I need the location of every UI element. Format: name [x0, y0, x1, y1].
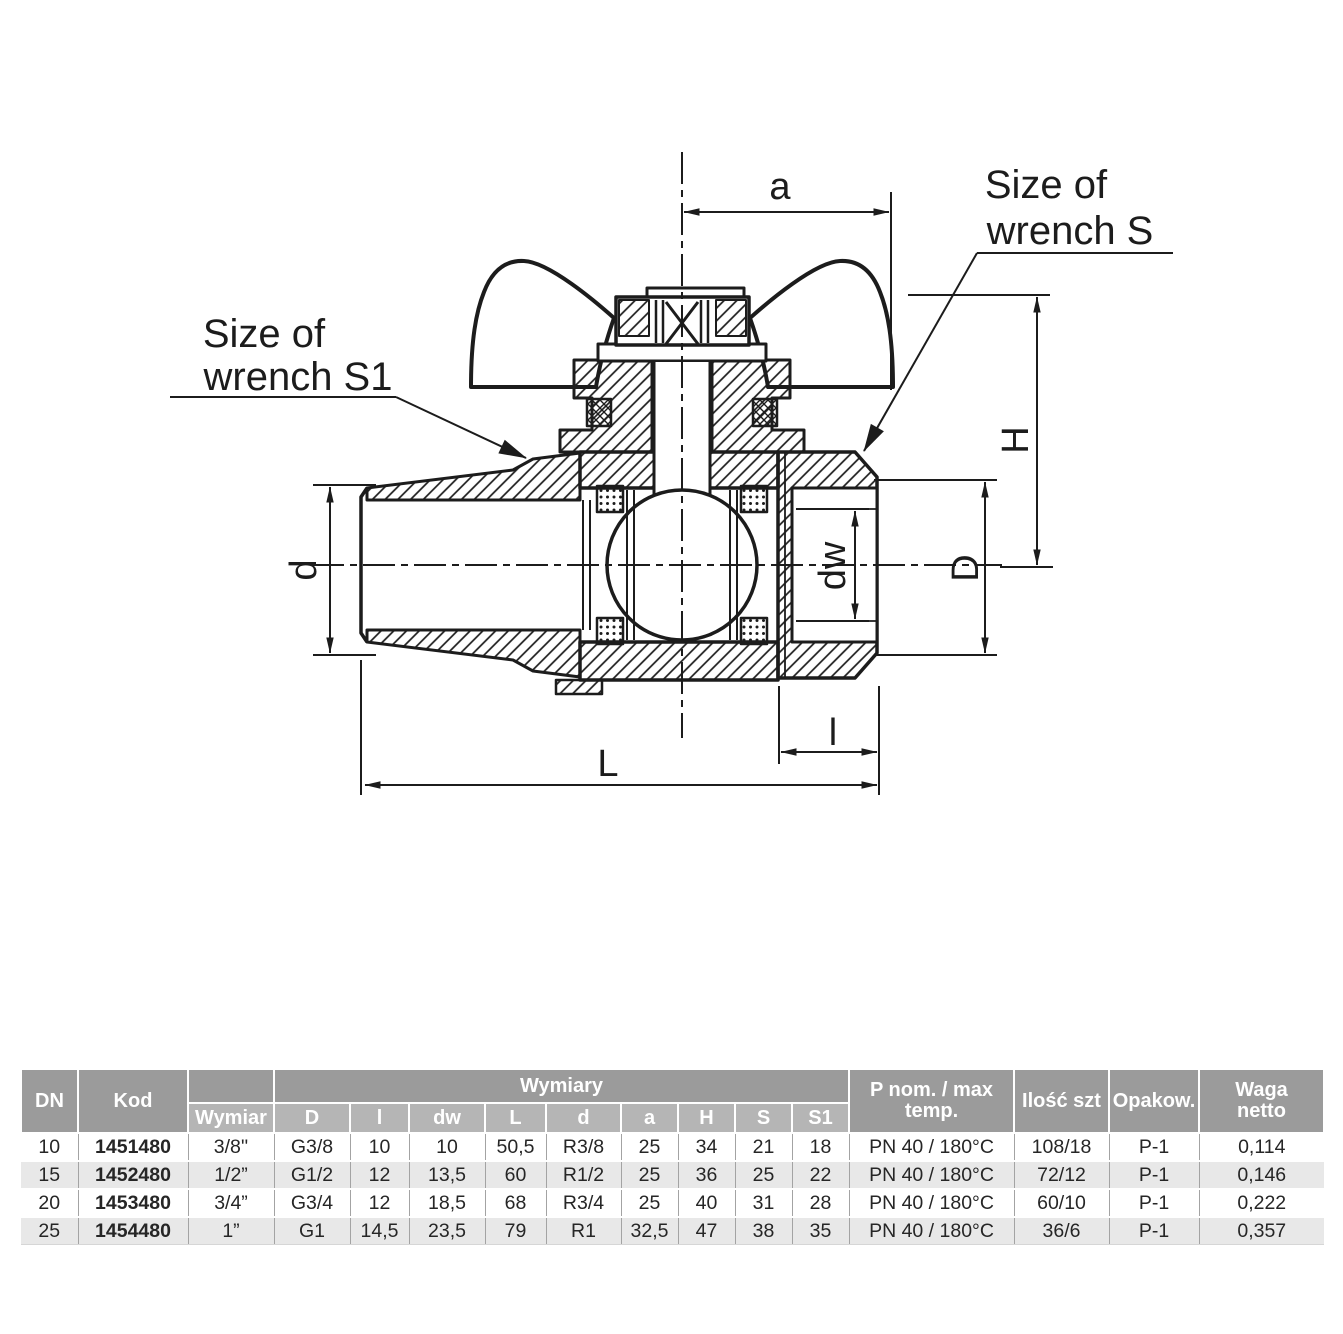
header-dim-S: S	[735, 1103, 792, 1133]
cell-ilosc: 36/6	[1014, 1217, 1109, 1245]
cell-wymiar: 3/4”	[188, 1189, 274, 1217]
cell-dn: 25	[21, 1217, 78, 1245]
cell-wymiar: 1”	[188, 1217, 274, 1245]
valve-body-section	[361, 261, 893, 694]
cell-kod: 1451480	[78, 1133, 188, 1161]
label-wrench-s1-line2: wrench S1	[203, 355, 393, 399]
cell-pnom: PN 40 / 180°C	[849, 1161, 1014, 1189]
cell-opakow: P-1	[1109, 1217, 1199, 1245]
header-opakow: Opakow.	[1109, 1069, 1199, 1133]
male-thread-top	[367, 453, 580, 500]
cell-D: G1	[274, 1217, 350, 1245]
cell-d: R3/4	[546, 1189, 621, 1217]
spec-table-body	[21, 1133, 1324, 1245]
seat-top-right	[741, 486, 767, 512]
hub-lug-right	[716, 300, 746, 336]
cell-kod: 1453480	[78, 1189, 188, 1217]
header-waga-line2: netto	[1237, 1100, 1286, 1122]
cell-L: 50,5	[485, 1133, 546, 1161]
header-empty	[188, 1069, 274, 1103]
cell-pnom: PN 40 / 180°C	[849, 1133, 1014, 1161]
cell-l: 14,5	[350, 1217, 409, 1245]
cell-S: 31	[735, 1189, 792, 1217]
header-dim-S1: S1	[792, 1103, 849, 1133]
header-pnom-line1: P nom. / max	[869, 1079, 993, 1101]
cell-a: 25	[621, 1133, 678, 1161]
hub-lug-left	[619, 300, 649, 336]
cell-kod: 1454480	[78, 1217, 188, 1245]
header-group-wymiary: Wymiary	[274, 1069, 849, 1103]
cell-S: 25	[735, 1161, 792, 1189]
table-row	[21, 1133, 1324, 1161]
header-kod: Kod	[78, 1069, 188, 1133]
cell-D: G1/2	[274, 1161, 350, 1189]
header-dim-H: H	[678, 1103, 735, 1133]
seat-top-left	[597, 486, 623, 512]
label-wrench-s-line1: Size of	[984, 163, 1108, 207]
header-pnom	[849, 1069, 1014, 1133]
cell-ilosc: 60/10	[1014, 1189, 1109, 1217]
packing-right	[753, 399, 777, 426]
cell-waga: 0,357	[1199, 1217, 1324, 1245]
header-wymiar: Wymiar	[188, 1103, 274, 1133]
dim-label-dcap: D	[945, 554, 987, 582]
packing-left	[587, 399, 611, 426]
cell-S: 38	[735, 1217, 792, 1245]
cell-a: 25	[621, 1189, 678, 1217]
cell-D: G3/8	[274, 1133, 350, 1161]
body-bottom-wall	[580, 642, 778, 680]
dim-label-lbig: L	[597, 743, 619, 785]
cell-H: 47	[678, 1217, 735, 1245]
seat-bottom-left	[597, 618, 623, 644]
cell-D: G3/4	[274, 1189, 350, 1217]
cell-wymiar: 1/2”	[188, 1161, 274, 1189]
cell-H: 40	[678, 1189, 735, 1217]
cell-d: R3/8	[546, 1133, 621, 1161]
header-dim-D: D	[274, 1103, 350, 1133]
dim-label-a: a	[769, 166, 791, 208]
cell-dn: 15	[21, 1161, 78, 1189]
cell-S: 21	[735, 1133, 792, 1161]
cell-L: 79	[485, 1217, 546, 1245]
leader-s1-arrow	[396, 397, 526, 458]
cell-pnom: PN 40 / 180°C	[849, 1189, 1014, 1217]
table-row	[21, 1161, 1324, 1189]
cell-dw: 23,5	[409, 1217, 485, 1245]
cell-L: 68	[485, 1189, 546, 1217]
cell-waga: 0,146	[1199, 1161, 1324, 1189]
header-pnom-line2: temp.	[904, 1100, 959, 1122]
cell-ilosc: 108/18	[1014, 1133, 1109, 1161]
header-ilosc: Ilość szt	[1014, 1069, 1109, 1133]
cell-S1: 35	[792, 1217, 849, 1245]
cell-l: 12	[350, 1161, 409, 1189]
header-waga	[1199, 1069, 1324, 1133]
header-dn: DN	[21, 1069, 78, 1133]
cell-l: 12	[350, 1189, 409, 1217]
cell-dw: 13,5	[409, 1161, 485, 1189]
header-dim-dw: dw	[409, 1103, 485, 1133]
cell-opakow: P-1	[1109, 1189, 1199, 1217]
dim-label-l: l	[828, 712, 838, 754]
cell-dw: 10	[409, 1133, 485, 1161]
cell-S1: 22	[792, 1161, 849, 1189]
cell-opakow: P-1	[1109, 1133, 1199, 1161]
cell-waga: 0,114	[1199, 1133, 1324, 1161]
table-row	[21, 1217, 1324, 1245]
cell-L: 60	[485, 1161, 546, 1189]
cell-ilosc: 72/12	[1014, 1161, 1109, 1189]
cell-S1: 18	[792, 1133, 849, 1161]
male-thread-bottom	[367, 630, 580, 677]
label-wrench-s-line2: wrench S	[986, 209, 1154, 253]
header-dim-a: a	[621, 1103, 678, 1133]
cell-H: 34	[678, 1133, 735, 1161]
cell-kod: 1452480	[78, 1161, 188, 1189]
cell-d: R1/2	[546, 1161, 621, 1189]
header-dim-L: L	[485, 1103, 546, 1133]
table-row	[21, 1189, 1324, 1217]
cell-dn: 20	[21, 1189, 78, 1217]
cell-d: R1	[546, 1217, 621, 1245]
header-dim-d: d	[546, 1103, 621, 1133]
spec-table	[20, 1068, 1325, 1245]
cell-S1: 28	[792, 1189, 849, 1217]
cell-wymiar: 3/8''	[188, 1133, 274, 1161]
dim-label-dw: dw	[812, 541, 854, 591]
header-waga-line1: Waga	[1235, 1079, 1288, 1101]
cell-waga: 0,222	[1199, 1189, 1324, 1217]
seat-bottom-right	[741, 618, 767, 644]
cell-opakow: P-1	[1109, 1161, 1199, 1189]
cell-dw: 18,5	[409, 1189, 485, 1217]
cell-l: 10	[350, 1133, 409, 1161]
header-dim-l: l	[350, 1103, 409, 1133]
cell-a: 25	[621, 1161, 678, 1189]
label-wrench-s1-line1: Size of	[202, 312, 326, 356]
body-bottom-tab	[556, 680, 602, 694]
cell-a: 32,5	[621, 1217, 678, 1245]
dim-label-d: d	[283, 559, 325, 581]
cell-dn: 10	[21, 1133, 78, 1161]
cell-H: 36	[678, 1161, 735, 1189]
cell-pnom: PN 40 / 180°C	[849, 1217, 1014, 1245]
dim-label-h: H	[995, 426, 1037, 454]
